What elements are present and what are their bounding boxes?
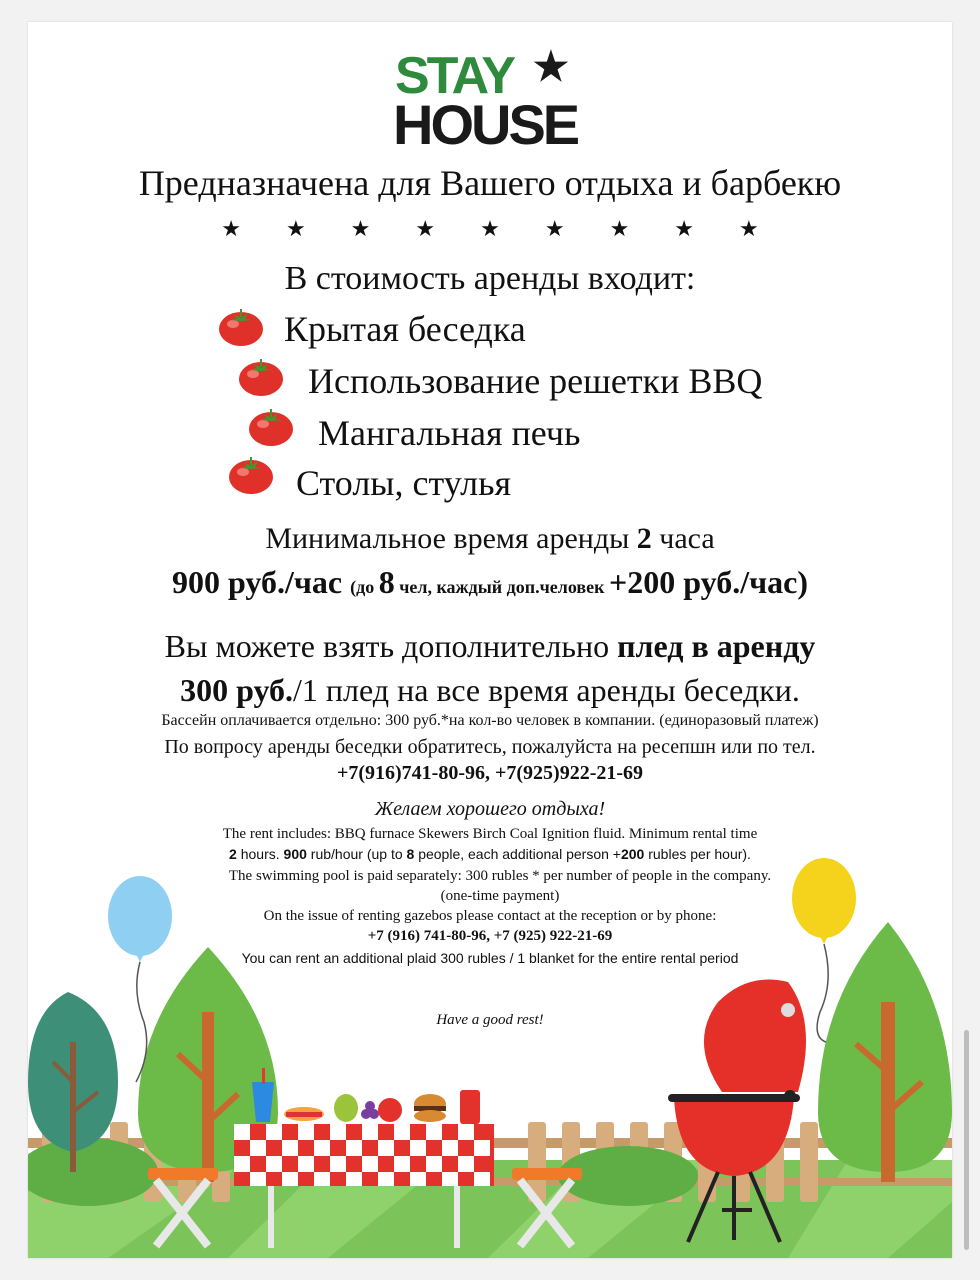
contact-phones: +7(916)741-80-96, +7(925)922-21-69 [336,762,644,784]
plaid-line-2: 300 руб./1 плед на все время аренды беседки. [180,672,800,708]
logo-line-1: STAY [395,47,514,105]
en-rent-includes: The rent includes: BBQ furnace Skewers Birch Coal Ignition fluid. Minimum rental time [222,826,758,842]
en-plaid-note: You can rent an additional plaid 300 rubles / 1 blanket for the entire rental period [241,950,739,966]
scrollbar-thumb[interactable] [964,1030,969,1250]
tomato-icon [218,306,264,346]
included-item-oven: Мангальная печь [318,413,581,453]
pool-note: Бассейн оплачивается отдельно: 300 руб.*на кол-во человек в компании. (единоразовый платеж) [161,712,819,729]
flyer-page [28,22,952,1258]
included-item-gazebo: Крытая беседка [284,309,526,349]
tomato-icon [248,406,294,446]
plaid-line-1: Вы можете взять дополнительно плед в аренду [164,628,816,664]
included-item-tables-chairs: Столы, стулья [296,463,512,503]
stay-house-logo [393,45,593,156]
price-line: 900 руб./час (до 8 чел, каждый доп.человек +200 руб./час) [172,564,808,600]
logo-line-2: HOUSE [393,93,578,156]
en-contact-phones: +7 (916) 741-80-96, +7 (925) 922-21-69 [367,928,613,944]
tomato-icon [228,454,274,494]
min-rental-time: Минимальное время аренды 2 часа [265,522,715,555]
page-title: Предназначена для Вашего отдыха и барбекю [138,163,842,203]
en-pool-note: The swimming pool is paid separately: 300 rubles * per number of people in the company. (one-time payment) [228,868,772,904]
included-heading: В стоимость аренды входит: [284,260,696,297]
logo-star-icon: ★ [533,45,569,89]
stars-divider: ★★★★★★★★★ [221,216,804,241]
included-item-bbq-grill: Использование решетки BBQ [308,361,763,401]
en-good-rest: Have a good rest! [436,1012,544,1028]
en-price-line: 2 hours. 900 rub/hour (up to 8 people, each additional person +200 rubles per hour). [229,846,751,862]
contact-text: По вопросу аренды беседки обратитесь, пожалуйста на ресепшн или по тел. [164,736,816,758]
en-contact-text: On the issue of renting gazebos please contact at the reception or by phone: [263,908,717,924]
wish-ru: Желаем хорошего отдыха! [374,798,606,820]
tomato-icon [238,356,284,396]
